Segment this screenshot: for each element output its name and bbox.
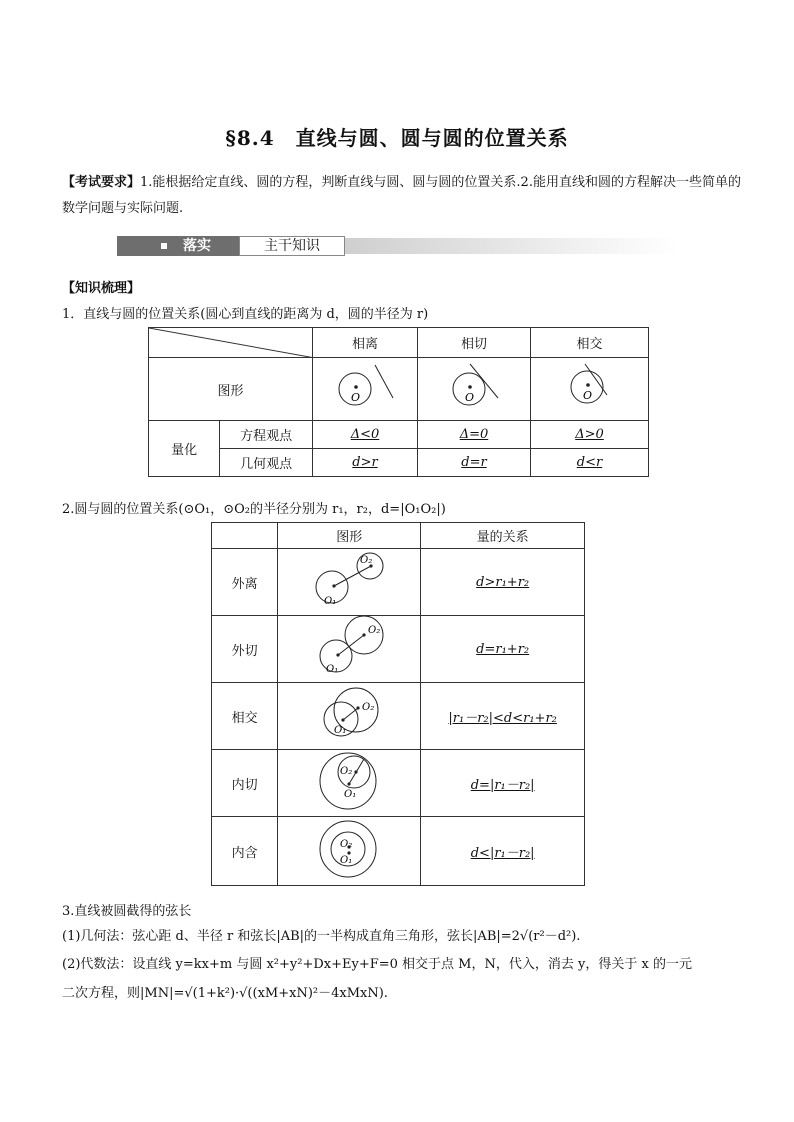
section3-heading: 3.直线被圆截得的弦长 [62, 904, 192, 919]
cell-value: Δ>0 [575, 427, 604, 442]
cell-value: Δ=0 [459, 427, 489, 442]
row-name: 内切 [212, 750, 278, 817]
svg-text:O₁: O₁ [324, 596, 337, 607]
banner-right-text: 主干知识 [239, 236, 345, 256]
relation-value: d<|r₁－r₂| [470, 845, 535, 861]
col-header: 图形 [278, 523, 421, 549]
cell-value: d<r [576, 455, 603, 470]
svg-text:O₁: O₁ [326, 664, 339, 675]
col-header: 相离 [312, 328, 417, 358]
row-label: 方程观点 [220, 421, 313, 449]
quant-label: 量化 [149, 421, 220, 477]
diagonal-header-cell [149, 328, 313, 358]
row-name: 内含 [212, 817, 278, 886]
exam-requirement [62, 170, 742, 222]
circles-tangent-internal-diagram [278, 750, 420, 812]
cell-value: d>r [352, 455, 378, 470]
requirement-text: 1.能根据给定直线、圆的方程，判断直线与圆、圆与圆的位置关系.2.能用直线和圆的方程解决一些简单的数学问题与实际问题. [62, 175, 741, 216]
relation-value: |r₁－r₂|<d<r₁+r₂ [448, 710, 557, 726]
banner-left-text: 落实 [183, 238, 211, 254]
svg-text:O₂: O₂ [360, 555, 373, 566]
section3-line3: 二次方程，则|MN|=√(1+k²)·√((xM+xN)²－4xMxN). [62, 986, 388, 1001]
line-circle-tangent-diagram [418, 358, 530, 416]
row-name: 相交 [212, 683, 278, 750]
circle-circle-table [211, 522, 585, 886]
row-name: 外切 [212, 616, 278, 683]
svg-text:O₁: O₁ [344, 789, 357, 800]
svg-text:O: O [582, 389, 593, 402]
diagonal-line [149, 328, 315, 358]
col-header: 量的关系 [421, 523, 585, 549]
relation-value: d=r₁+r₂ [476, 641, 530, 657]
circles-separate-diagram [278, 549, 420, 611]
col-header: 相交 [530, 328, 648, 358]
svg-text:O₂: O₂ [340, 839, 353, 850]
svg-text:O₁: O₁ [340, 855, 353, 866]
svg-text:O: O [350, 391, 361, 404]
corner-cell [212, 523, 278, 549]
row-name: 外离 [212, 549, 278, 616]
circles-contained-diagram [278, 817, 420, 881]
circles-intersect-diagram [278, 683, 420, 745]
relation-value: d>r₁+r₂ [476, 574, 530, 590]
svg-text:O₂: O₂ [368, 625, 381, 636]
knowledge-label: 【知识梳理】 [62, 281, 141, 296]
svg-text:O₁: O₁ [334, 725, 347, 736]
page-title: §8.4 直线与圆、圆与圆的位置关系 [225, 126, 569, 150]
col-header: 相切 [417, 328, 530, 358]
section2-heading: 2.圆与圆的位置关系(⊙O₁，⊙O₂的半径分别为 r₁，r₂，d=|O₁O₂|) [62, 502, 446, 517]
figure-intersect [530, 358, 648, 421]
relation-value: d=|r₁－r₂| [470, 777, 535, 793]
circles-tangent-external-diagram [278, 616, 420, 678]
banner-fade [345, 238, 677, 254]
svg-text:O: O [464, 391, 475, 404]
requirement-label: 【考试要求】 [62, 175, 141, 190]
figure-tangent [417, 358, 530, 421]
section-banner [117, 236, 677, 256]
row-label: 几何观点 [220, 449, 313, 477]
svg-text:O₂: O₂ [340, 766, 353, 777]
section3-line1: (1)几何法：弦心距 d、半径 r 和弦长|AB|的一半构成直角三角形，弦长|AB|=2√(r²－d²). [62, 929, 581, 944]
square-bullet-icon [161, 243, 167, 249]
cell-value: d=r [461, 455, 487, 470]
line-circle-table [148, 327, 649, 477]
line-circle-separate-diagram [313, 358, 417, 416]
line-circle-intersect-diagram [531, 358, 648, 416]
cell-value: Δ<0 [350, 427, 380, 442]
figure-separate [312, 358, 417, 421]
section1-heading: 1．直线与圆的位置关系(圆心到直线的距离为 d，圆的半径为 r) [62, 307, 429, 322]
section3-line2: (2)代数法：设直线 y=kx+m 与圆 x²+y²+Dx+Ey+F=0 相交于点 M，N，代入，消去 y，得关于 x 的一元 [62, 957, 692, 972]
figure-label: 图形 [149, 358, 313, 421]
svg-text:O₂: O₂ [362, 702, 375, 713]
